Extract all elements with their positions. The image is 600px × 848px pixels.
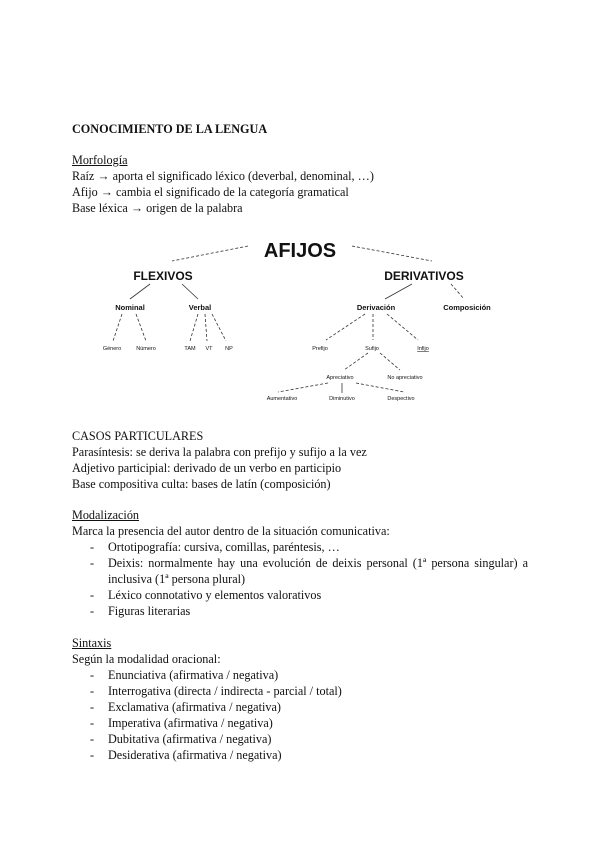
bullet-dash: -	[90, 700, 95, 714]
list-item: Interrogativa (directa / indirecta - parcial / total)	[108, 684, 342, 698]
modalizacion-intro: Marca la presencia del autor dentro de la situación comunicativa:	[72, 524, 390, 538]
modalizacion-heading: Modalización	[72, 508, 140, 522]
connector	[113, 314, 122, 341]
node-vt: VT	[205, 346, 213, 352]
list-item: Enunciativa (afirmativa / negativa)	[108, 668, 279, 682]
bullet-dash: -	[90, 684, 95, 698]
list-item: Figuras literarias	[108, 604, 191, 618]
connector	[344, 353, 368, 370]
list-item: Desiderativa (afirmativa / negativa)	[108, 748, 282, 762]
bullet-dash: -	[90, 732, 95, 746]
node-aumentativo: Aumentativo	[266, 396, 298, 402]
list-item: Deixis: normalmente hay una evolución de deixis personal (1ª persona singular) a	[108, 556, 528, 570]
node-nominal: Nominal	[115, 303, 145, 312]
casos-line: Adjetivo participial: derivado de un verbo en participio	[72, 461, 342, 475]
bullet-dash: -	[90, 748, 95, 762]
bullet-dash: -	[90, 540, 95, 554]
connector	[451, 284, 464, 299]
connector	[205, 314, 207, 341]
node-derivativos: DERIVATIVOS	[384, 269, 464, 283]
node-despectivo: Despectivo	[387, 396, 415, 402]
diagram-root: AFIJOS	[263, 240, 337, 262]
sintaxis-heading: Sintaxis	[72, 636, 112, 650]
list-item: Imperativa (afirmativa / negativa)	[108, 716, 273, 730]
node-infijo: Infijo	[417, 346, 429, 352]
document-title: CONOCIMIENTO DE LA LENGUA	[72, 122, 268, 136]
morfologia-line: Raíz → aporta el significado léxico (deverbal, denominal, …)	[72, 169, 374, 183]
connector	[130, 284, 150, 299]
bullet-dash: -	[90, 716, 95, 730]
list-item-continuation: inclusiva (1ª persona plural)	[108, 572, 246, 586]
bullet-dash: -	[90, 668, 95, 682]
casos-heading: CASOS PARTICULARES	[72, 429, 204, 443]
node-np: NP	[225, 346, 233, 352]
node-numero: Número	[136, 346, 156, 352]
node-tam: TAM	[184, 346, 196, 352]
connector	[385, 284, 412, 299]
connector	[182, 284, 198, 299]
connector	[190, 314, 198, 341]
node-genero: Género	[102, 346, 122, 352]
sintaxis-intro: Según la modalidad oracional:	[72, 652, 221, 666]
connector	[387, 314, 418, 340]
node-derivacion: Derivación	[356, 303, 396, 312]
node-composicion: Composición	[443, 303, 491, 312]
node-diminutivo: Diminutivo	[329, 396, 355, 402]
node-apreciativo: Apreciativo	[326, 375, 354, 381]
node-sufijo: Sufijo	[365, 346, 379, 352]
connector	[356, 383, 404, 392]
bullet-dash: -	[90, 588, 95, 602]
connector	[172, 246, 248, 261]
list-item: Exclamativa (afirmativa / negativa)	[108, 700, 281, 714]
node-verbal: Verbal	[188, 303, 212, 312]
node-prefijo: Prefijo	[312, 346, 328, 352]
casos-line: Base compositiva culta: bases de latín (composición)	[72, 477, 331, 491]
connector	[278, 383, 328, 392]
connector	[212, 314, 226, 341]
node-flexivos: FLEXIVOS	[133, 269, 193, 283]
bullet-dash: -	[90, 556, 95, 570]
bullet-dash: -	[90, 604, 95, 618]
connector	[326, 314, 365, 340]
list-item: Léxico connotativo y elementos valorativos	[108, 588, 322, 602]
connector	[352, 246, 432, 261]
connector	[380, 353, 400, 370]
morfologia-line: Afijo → cambia el significado de la categoría gramatical	[72, 185, 349, 199]
casos-line: Parasíntesis: se deriva la palabra con prefijo y sufijo a la vez	[72, 445, 367, 459]
morfologia-line: Base léxica → origen de la palabra	[72, 201, 243, 215]
list-item: Dubitativa (afirmativa / negativa)	[108, 732, 272, 746]
list-item: Ortotipografía: cursiva, comillas, paréntesis, …	[108, 540, 340, 554]
node-no-apreciativo: No apreciativo	[387, 375, 423, 381]
morfologia-heading: Morfología	[72, 153, 128, 167]
connector	[136, 314, 146, 341]
